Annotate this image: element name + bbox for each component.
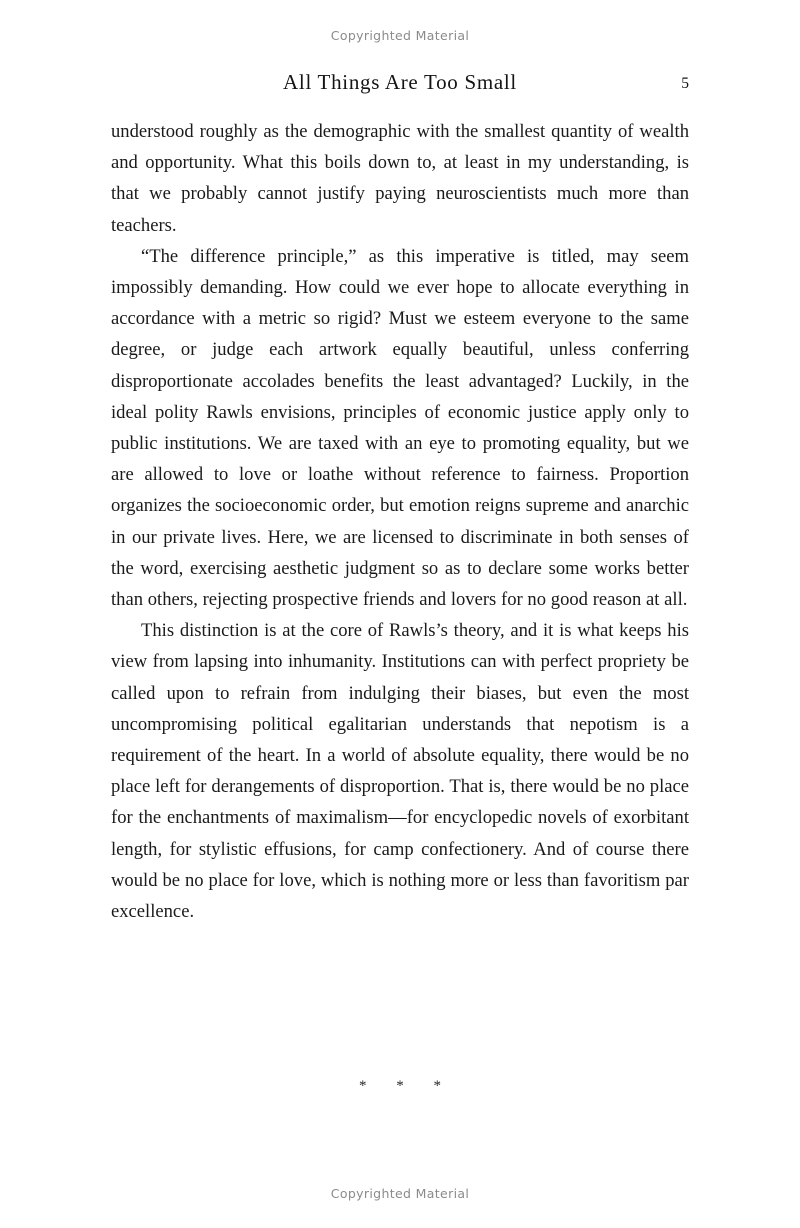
asterisk-icon: * <box>433 1078 441 1094</box>
copyright-watermark-top: Copyrighted Material <box>330 28 470 43</box>
asterisk-icon: * <box>359 1078 367 1094</box>
page-number: 5 <box>681 75 689 92</box>
copyright-watermark-bottom: Copyrighted Material <box>330 1186 470 1201</box>
running-head <box>111 70 689 100</box>
paragraph-2: “The difference principle,” as this imperative is titled, may seem impossibly demanding. How could we ever hope to allocate everything in accordance with a metric so rigid? Must we esteem everyone to the same degree, or judge each artwork equally beautiful, unless conferring disproportionate accolades benefits the least advantaged? Luckily, in the ideal polity Rawls envisions, principles of economic justice apply only to public institutions. We are taxed with an eye to promoting equality, but we are allowed to love or loathe without reference to fairness. Proportion organizes the socioeconomic order, but emotion reigns supreme and anarchic in our private lives. Here, we are licensed to discriminate in both senses of the word, exercising aesthetic judgment so as to declare some works better than others, rejecting prospective friends and lovers for no good reason at all. <box>111 245 689 611</box>
paragraph-3: This distinction is at the core of Rawls’s theory, and it is what keeps his view from lapsing into inhumanity. Institutions can with perfect propriety be called upon to refrain from indulging their biases, but even the most uncompromising political egalitarian understands that nepotism is a requirement of the heart. In a world of absolute equality, there would be no place left for derangements of disproportion. That is, there would be no place for the enchantments of maximalism—for encyclopedic novels of exorbitant length, for stylistic effusions, for camp confectionery. And of course there would be no place for love, which is nothing more or less than favoritism par excellence. <box>111 620 689 923</box>
asterisk-icon: * <box>396 1078 404 1094</box>
page-title: All Things Are Too Small <box>283 70 517 94</box>
section-break-divider <box>111 1078 689 1095</box>
paragraph-1: understood roughly as the demographic with the smallest quantity of wealth and opportunity. What this boils down to, at least in my understanding, is that we probably cannot justify paying neuroscientists much more than teachers. <box>111 121 689 236</box>
body-text-block <box>111 116 689 927</box>
